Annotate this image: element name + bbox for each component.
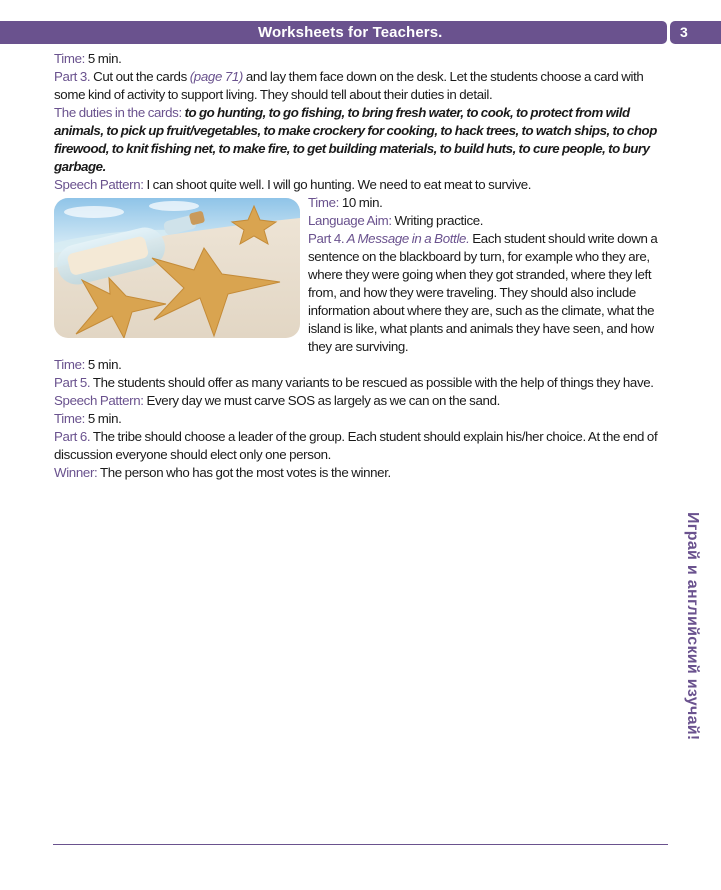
speech-value: I can shoot quite well. I will go hunting. We need to eat meat to survive.: [143, 177, 532, 192]
speech-pattern-1: [54, 176, 666, 194]
speech-label: Speech Pattern:: [54, 393, 144, 408]
part5-label: Part 5.: [54, 375, 91, 390]
duties-text: to go hunting, to go fishing, to bring fresh water, to cook, to protect from wild animals, to pick up fruit/vegetables, to make crockery for cooking, to hack trees, to watch ships, to chop firewood, to knit fishing net, to make fire, to get building materials, to build huts, to cure people, to bury garbage.: [54, 105, 657, 174]
speech-pattern-2: [54, 392, 666, 410]
beach-illustration: [54, 198, 300, 338]
time-line-1: [54, 50, 666, 68]
page-reference: (page 71): [189, 69, 244, 84]
part3-text-b: and lay them face down on the desk. Let the students choose a card with some kind of activity to support living. They should tell about their duties in detail.: [54, 69, 644, 102]
speech-value: Every day we must carve SOS as largely as we can on the sand.: [143, 393, 500, 408]
part3-paragraph: [54, 68, 666, 104]
time-label: Time:: [54, 357, 85, 372]
time-value: 5 min.: [85, 51, 122, 66]
speech-label: Speech Pattern:: [54, 177, 144, 192]
part4-label: Part 4.: [308, 231, 345, 246]
duties-label: The duties in the cards:: [54, 105, 182, 120]
time-line-4: [54, 410, 666, 428]
page-title: Worksheets for Teachers.: [258, 24, 443, 41]
part6-label: Part 6.: [54, 429, 91, 444]
part5-text: The students should offer as many variants to be rescued as possible with the help of things they have.: [90, 375, 654, 390]
part4-text: Each student should write down a sentence on the blackboard by turn, for example who they are, where they were going when they got stranded, where they left from, and how they were traveling. They should also include information about where they are, such as the climate, what the island is like, what plants and animals they have seen, and how they are surviving.: [308, 231, 658, 354]
time-label: Time:: [54, 411, 85, 426]
time-value: 10 min.: [339, 195, 383, 210]
page-number: 3: [680, 24, 688, 40]
part4-title: A Message in a Bottle.: [344, 231, 470, 246]
winner-label: Winner:: [54, 465, 98, 480]
part6-paragraph: [54, 428, 666, 464]
header-bar: [0, 21, 667, 44]
part6-text: The tribe should choose a leader of the group. Each student should explain his/her choice. At the end of discussion everyone should elect only one person.: [54, 429, 658, 462]
time-value: 5 min.: [85, 411, 122, 426]
time-line-3: [54, 356, 666, 374]
footer-divider: [53, 844, 668, 845]
time-label: Time:: [308, 195, 339, 210]
worksheet-body: [54, 50, 666, 482]
duties-paragraph: [54, 104, 666, 176]
language-aim-value: Writing practice.: [391, 213, 484, 228]
part3-label: Part 3.: [54, 69, 91, 84]
side-slogan: Играй и английский изучай!: [684, 512, 701, 741]
time-label: Time:: [54, 51, 85, 66]
winner-line: [54, 464, 666, 482]
winner-value: The person who has got the most votes is the winner.: [97, 465, 391, 480]
language-aim-label: Language Aim:: [308, 213, 392, 228]
part3-text-a: Cut out the cards: [90, 69, 190, 84]
time-value: 5 min.: [85, 357, 122, 372]
part5-paragraph: [54, 374, 666, 392]
starfish-bottle-image: [54, 198, 300, 338]
page-number-box: [670, 21, 721, 44]
